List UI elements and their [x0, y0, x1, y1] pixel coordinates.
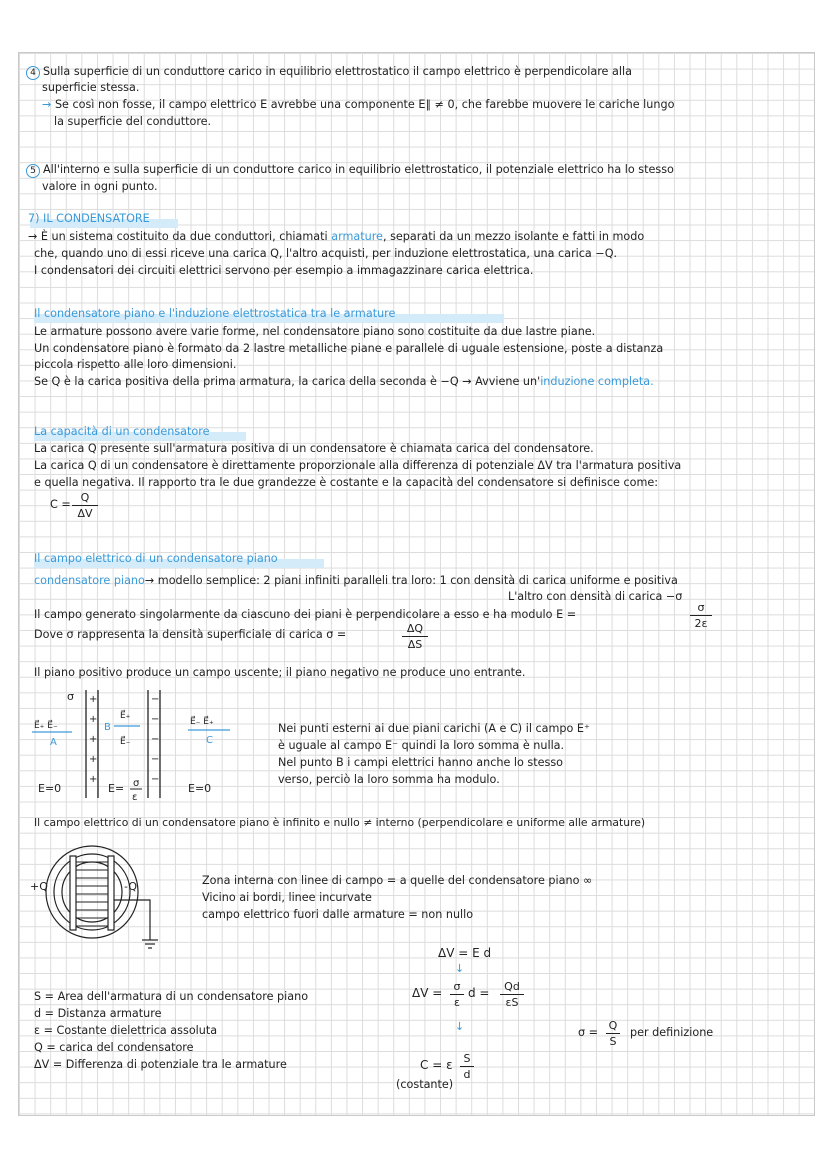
e-middle-lhs: E= [108, 782, 125, 795]
diagram2-text2: Vicino ai bordi, linee incurvate [202, 891, 372, 904]
point-4-line3: → Se così non fosse, il campo elettrico E avrebbe una componente E∥ ≠ 0, che farebbe muovere le cariche lungo [42, 98, 675, 111]
derivation-step2-frac1: σ ε [450, 980, 464, 1009]
legend-item: S = Area dell'armatura di un condensatore piano [34, 990, 309, 1003]
e-zero-right: E=0 [188, 782, 212, 795]
section-7-line3: I condensatori dei circuiti elettrici servono per esempio a immagazzinare carica elettrica. [34, 264, 534, 277]
point-5-line2: valore in ogni punto. [42, 180, 158, 193]
induzione-term: induzione completa. [540, 375, 654, 388]
plus-sign: + [89, 754, 98, 765]
minus-sign: − [151, 714, 160, 725]
plus-sign: + [89, 774, 98, 785]
plus-sign: + [89, 734, 98, 745]
capacita-line2: La carica Q di un condensatore è direttamente proporzionale alla differenza di potenziale ΔV tra l'armatura positiva [34, 459, 682, 472]
capacita-title: La capacità di un condensatore [34, 425, 210, 438]
legend-item: d = Distanza armature [34, 1007, 162, 1020]
field-line-middle [54, 854, 130, 930]
derivation-step3-frac: S d [460, 1052, 474, 1081]
legend-item: ΔV = Differenza di potenziale tra le armature [34, 1058, 287, 1071]
plus-q-label: +Q [30, 880, 48, 893]
point-5-line1: 5 All'interno e sulla superficie di un conduttore carico in equilibrio elettrostatico, il potenziale elettrico ha lo stesso [26, 163, 674, 178]
capacitor-plate-right [108, 856, 114, 930]
capacita-line1: La carica Q presente sull'armatura positiva di un condensatore è chiamata carica del condensatore. [34, 442, 594, 455]
campo-line2: L'altro con densità di carica −σ [508, 590, 683, 603]
condensatore-piano-term: condensatore piano [34, 574, 145, 587]
piano-line3: piccola rispetto alle loro dimensioni. [34, 358, 237, 371]
sigma-def-fraction: Q S [606, 1019, 620, 1048]
diagram1-text2: è uguale al campo E⁻ quindi la loro somma è nulla. [278, 739, 565, 752]
minus-sign: − [151, 754, 160, 765]
minus-q-label: -Q [124, 880, 138, 893]
piano-title: Il condensatore piano e l'induzione elettrostatica tra le armature [34, 307, 396, 320]
point-c-label: C [206, 735, 213, 746]
down-arrow-icon: ↓ [455, 962, 465, 975]
diagram2-text1: Zona interna con linee di campo = a quelle del condensatore piano ∞ [202, 874, 593, 887]
minus-sign: − [151, 774, 160, 785]
capacitor-plate-left [70, 856, 76, 930]
diagram1-text4: verso, perciò la loro somma ha modulo. [278, 773, 500, 786]
down-arrow-icon: ↓ [455, 1020, 465, 1033]
sigma-label: σ [67, 690, 74, 703]
p4-text1: Sulla superficie di un conduttore carico in equilibrio elettrostatico il campo elettrico è perpendicolare alla [43, 65, 632, 78]
derivation-step1: ΔV = E d [438, 946, 492, 960]
ground-wire [114, 900, 150, 940]
e-middle-den: ε [132, 792, 138, 803]
campo-line5: Il piano positivo produce un campo uscente; il piano negativo ne produce uno entrante. [34, 666, 526, 679]
number-4-badge: 4 [26, 66, 40, 80]
campo-title: Il campo elettrico di un condensatore piano [34, 552, 278, 565]
armature-term: armature [331, 230, 383, 243]
legend-item: ε = Costante dielettrica assoluta [34, 1024, 218, 1037]
field-vector-b-plus: E⃗₊ [120, 711, 131, 721]
field-formula-fraction: σ 2ε [690, 601, 712, 630]
piano-line4: Se Q è la carica positiva della prima armatura, la carica della seconda è −Q → Avviene un'induzione completa. [34, 375, 654, 388]
capacity-formula-lhs: C = [50, 498, 71, 511]
campo-line3: Il campo generato singolarmente da ciascuno dei piani è perpendicolare a esso e ha modulo E = [34, 608, 577, 621]
legend-item: Q = carica del condensatore [34, 1041, 194, 1054]
plus-sign: + [89, 694, 98, 705]
summary-line: Il campo elettrico di un condensatore piano è infinito e nullo ≠ interno (perpendicolare e uniforme alle armature) [34, 816, 646, 829]
section-7-line2: che, quando uno di essi riceve una carica Q, l'altro acquisti, per induzione elettrostatica, una carica −Q. [34, 247, 618, 260]
derivation-step2-frac2: Qd εS [500, 980, 524, 1009]
sigma-def-note: per definizione [630, 1026, 714, 1039]
e-zero-left: E=0 [38, 782, 62, 795]
capacitor-field-lines-diagram [30, 840, 200, 960]
density-formula-fraction: ΔQ ΔS [402, 622, 428, 651]
point-4-line1 [26, 65, 632, 80]
derivation-step3-lhs: C = ε [420, 1058, 453, 1072]
diagram1-text1: Nei punti esterni ai due piani carichi (A e C) il campo E⁺ [278, 722, 590, 735]
minus-sign: − [151, 694, 160, 705]
arrow-icon: → [42, 98, 52, 111]
section-7-line1: → È un sistema costituito da due conduttori, chiamati armature, separati da un mezzo isolante e fatti in modo [28, 230, 645, 243]
campo-line1: condensatore piano→ modello semplice: 2 piani infiniti paralleli tra loro: 1 con densità di carica uniforme e positiva [34, 574, 678, 587]
derivation-step3-note: (costante) [396, 1078, 454, 1091]
section-7-title: 7) IL CONDENSATORE [28, 212, 150, 225]
derivation-step2-lhs: ΔV = [412, 986, 443, 1000]
capacita-line3: e quella negativa. Il rapporto tra le due grandezze è costante e la capacità del condensatore si definisce come: [34, 476, 659, 489]
campo-line4: Dove σ rappresenta la densità superficiale di carica σ = [34, 628, 347, 641]
plus-sign: + [89, 714, 98, 725]
piano-line2: Un condensatore piano è formato da 2 lastre metalliche piane e parallele di uguale estensione, poste a distanza [34, 342, 664, 355]
derivation-step2-mid: d = [468, 986, 490, 1000]
point-a-label: A [50, 737, 57, 748]
point-b-label: B [104, 722, 111, 733]
number-5-badge: 5 [26, 164, 40, 178]
sigma-def-lhs: σ = [578, 1026, 599, 1039]
field-vector-b-minus: E⃗₋ [120, 737, 131, 747]
point-4-line2: superficie stessa. [42, 81, 140, 94]
point-4-line4: la superficie del conduttore. [54, 115, 212, 128]
field-vectors-c: E⃗₋ E⃗₊ [190, 717, 214, 727]
field-vectors-a: E⃗₊ E⃗₋ [34, 721, 58, 731]
plates-field-diagram [30, 688, 260, 808]
minus-sign: − [151, 734, 160, 745]
piano-line1: Le armature possono avere varie forme, nel condensatore piano sono costituite da due lastre piane. [34, 325, 596, 338]
capacity-formula-fraction: Q ΔV [72, 491, 98, 520]
diagram1-text3: Nel punto B i campi elettrici hanno anche lo stesso [278, 756, 563, 769]
e-middle-num: σ [133, 778, 140, 789]
diagram2-text3: campo elettrico fuori dalle armature = non nullo [202, 908, 474, 921]
